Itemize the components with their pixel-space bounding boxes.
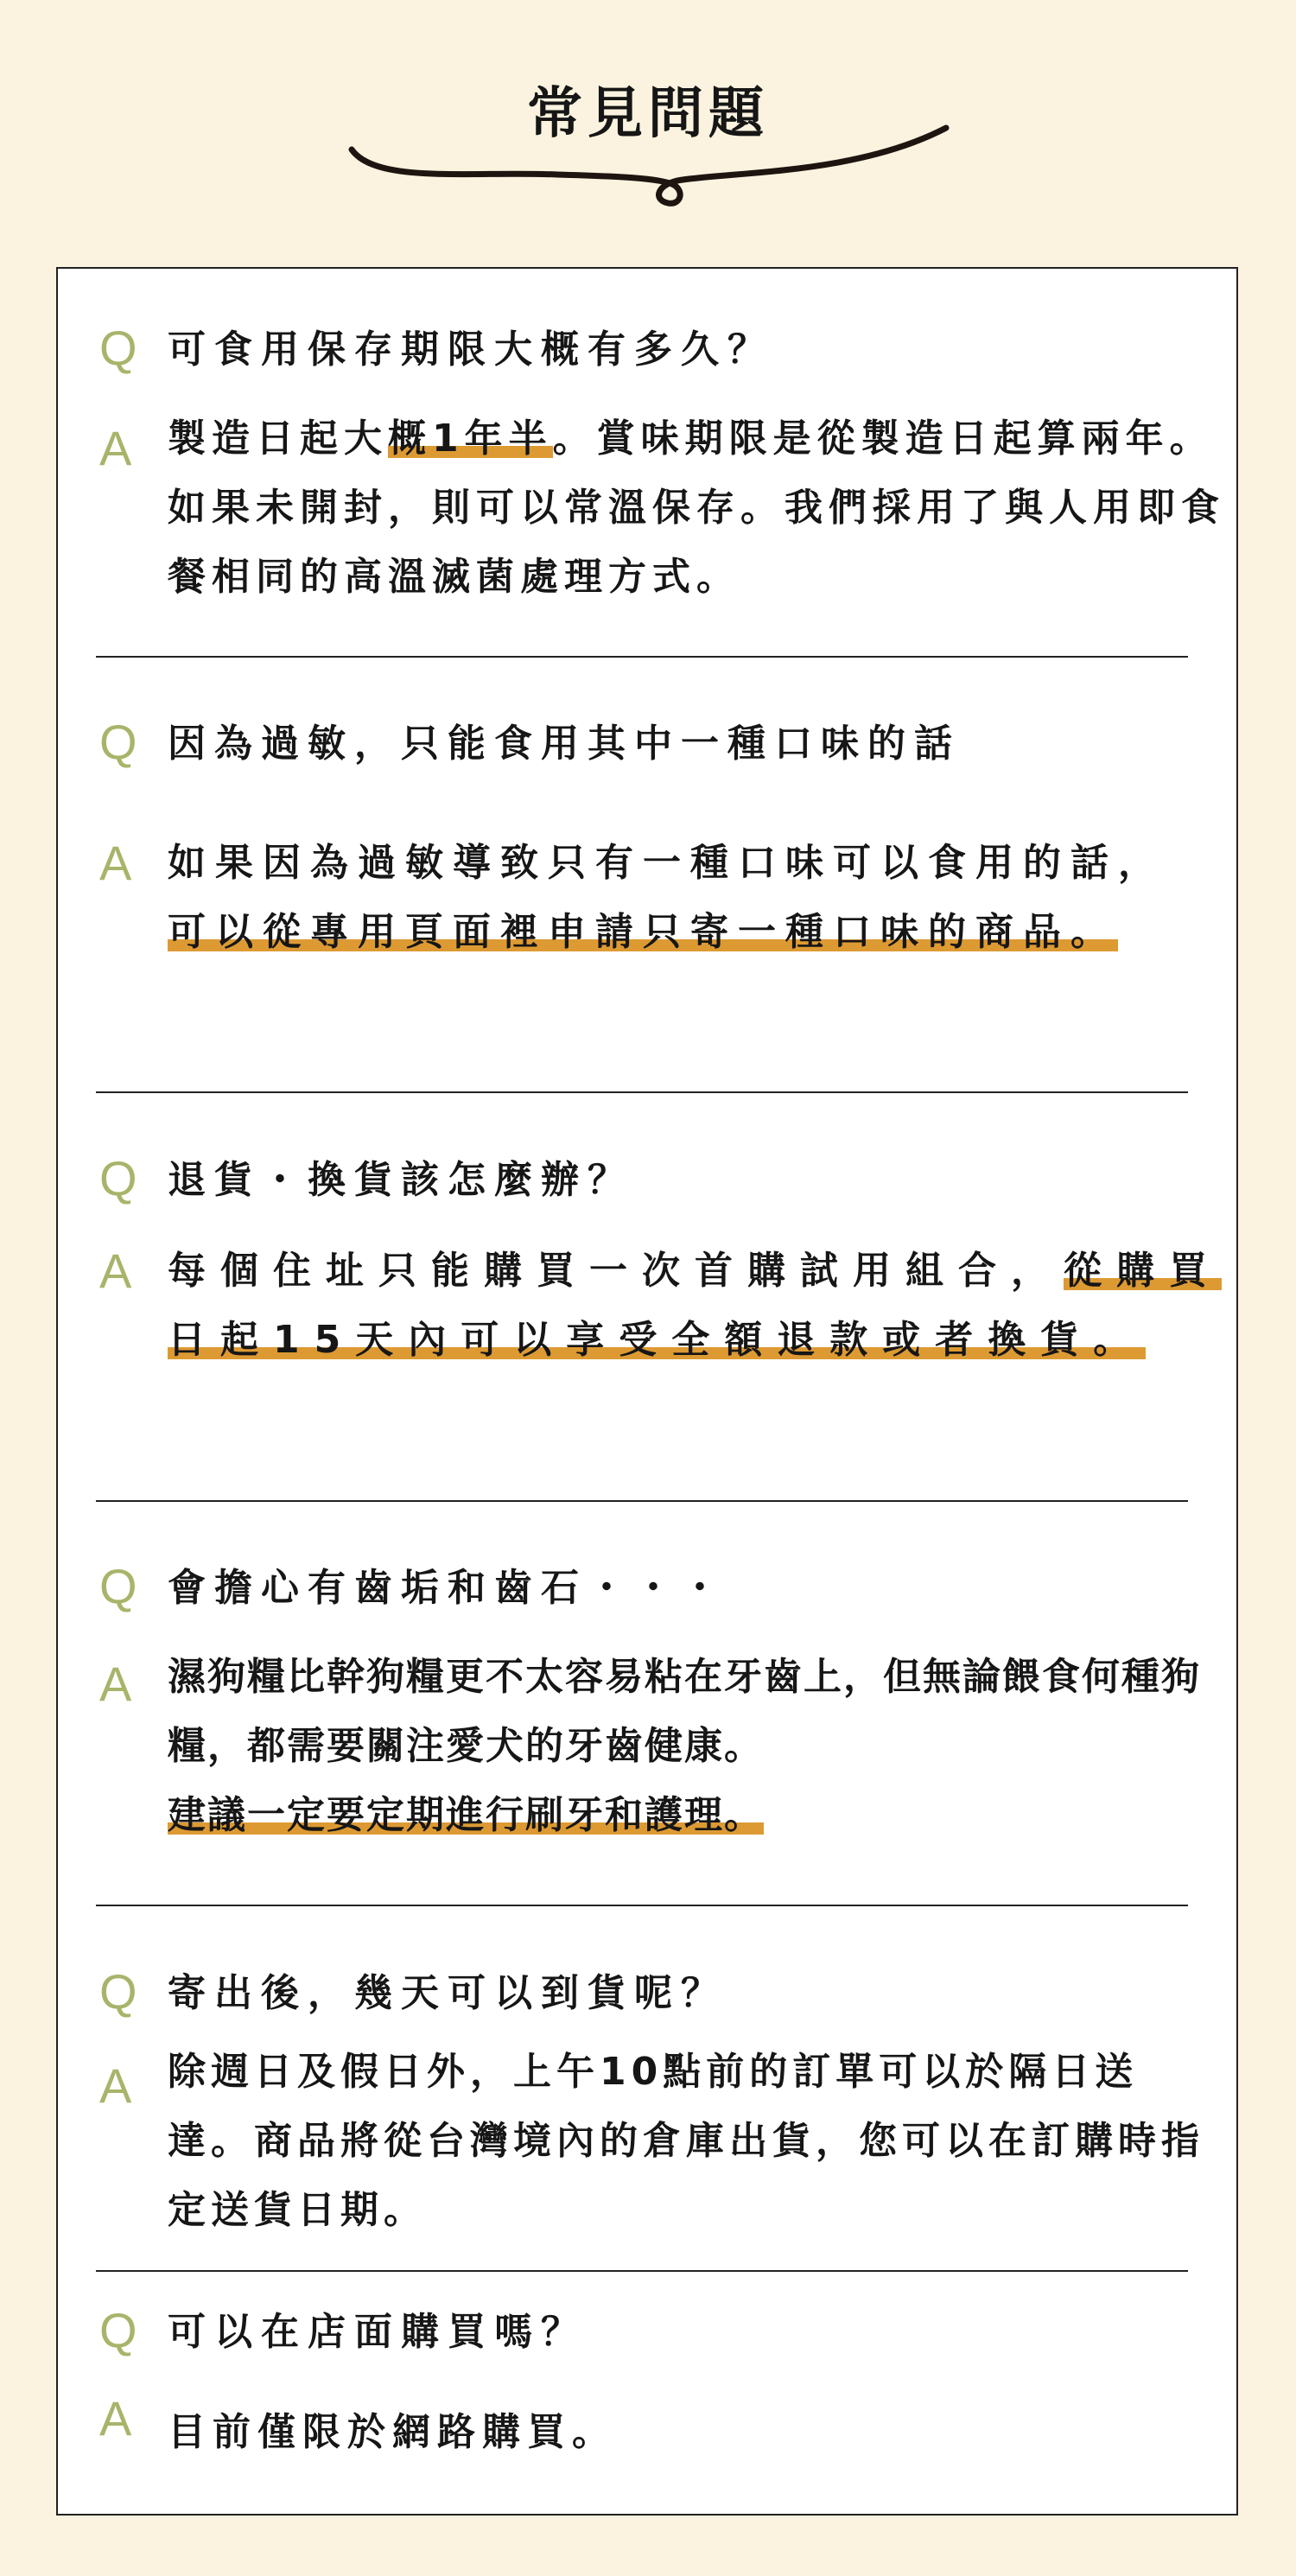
answer-text: 除週日及假日外，上午10點前的訂單可以於隔日送達。商品將從台灣境內的倉庫出貨，您可以在訂購時指定送貨日期。	[168, 2050, 1204, 2232]
faq-answer	[168, 2038, 1204, 2245]
title-swash-decoration	[341, 119, 963, 223]
question-mark-icon: Q	[99, 321, 137, 375]
faq-question: 退貨・換貨該怎麼辦？	[168, 1158, 634, 1202]
faq-question: 因為過敏，只能食用其中一種口味的話	[168, 722, 961, 766]
divider	[96, 1905, 1188, 1906]
faq-card	[56, 267, 1238, 2516]
question-mark-icon: Q	[99, 2303, 137, 2357]
answer-highlight: 可以從專用頁面裡申請只寄一種口味的商品。	[168, 910, 1118, 954]
faq-answer	[168, 2398, 1204, 2467]
page-title: 常見問題	[527, 82, 769, 146]
answer-mark-icon: A	[99, 2391, 132, 2446]
question-mark-icon: Q	[99, 715, 137, 769]
answer-highlight: 從購買日起15天內可以享受全額退款或者換貨。	[168, 1249, 1222, 1362]
question-mark-icon: Q	[99, 1964, 137, 2019]
answer-highlight: 概1年半	[388, 417, 553, 461]
answer-text: 濕狗糧比幹狗糧更不太容易粘在牙齒上，但無論餵食何種狗糧，都需要關注愛犬的牙齒健康。	[168, 1655, 1201, 1768]
divider	[96, 656, 1188, 658]
divider	[96, 1091, 1188, 1093]
answer-mark-icon: A	[99, 1657, 132, 1711]
answer-text: 每個住址只能購買一次首購試用組合，	[168, 1249, 1064, 1293]
faq-answer	[168, 1643, 1256, 1850]
faq-answer	[168, 404, 1256, 612]
answer-text: 製造日起大	[168, 417, 388, 461]
answer-mark-icon: A	[99, 421, 132, 475]
question-mark-icon: Q	[99, 1151, 137, 1205]
answer-mark-icon: A	[99, 2058, 132, 2113]
divider	[96, 1500, 1188, 1502]
answer-text: 。賞味期限是從製造日起算兩年。如果未開封，則可以常溫保存。我們採用了與人用即食餐相同的高溫滅菌處理方式。	[168, 417, 1225, 599]
faq-answer	[168, 1237, 1239, 1375]
answer-highlight: 建議一定要定期進行刷牙和護理。	[168, 1793, 764, 1837]
faq-question: 可食用保存期限大概有多久？	[168, 328, 774, 372]
faq-question: 可以在店面購買嗎？	[168, 2310, 588, 2354]
divider	[96, 2270, 1188, 2272]
answer-mark-icon: A	[99, 1243, 132, 1298]
faq-question: 寄出後，幾天可以到貨呢？	[168, 1971, 727, 2015]
faq-question: 會擔心有齒垢和齒石・・・	[168, 1566, 727, 1610]
answer-mark-icon: A	[99, 836, 132, 890]
question-mark-icon: Q	[99, 1559, 137, 1613]
faq-answer	[168, 829, 1178, 967]
answer-text: 如果因為過敏導致只有一種口味可以食用的話，	[168, 841, 1166, 885]
answer-text: 目前僅限於網路購買。	[168, 2410, 617, 2454]
